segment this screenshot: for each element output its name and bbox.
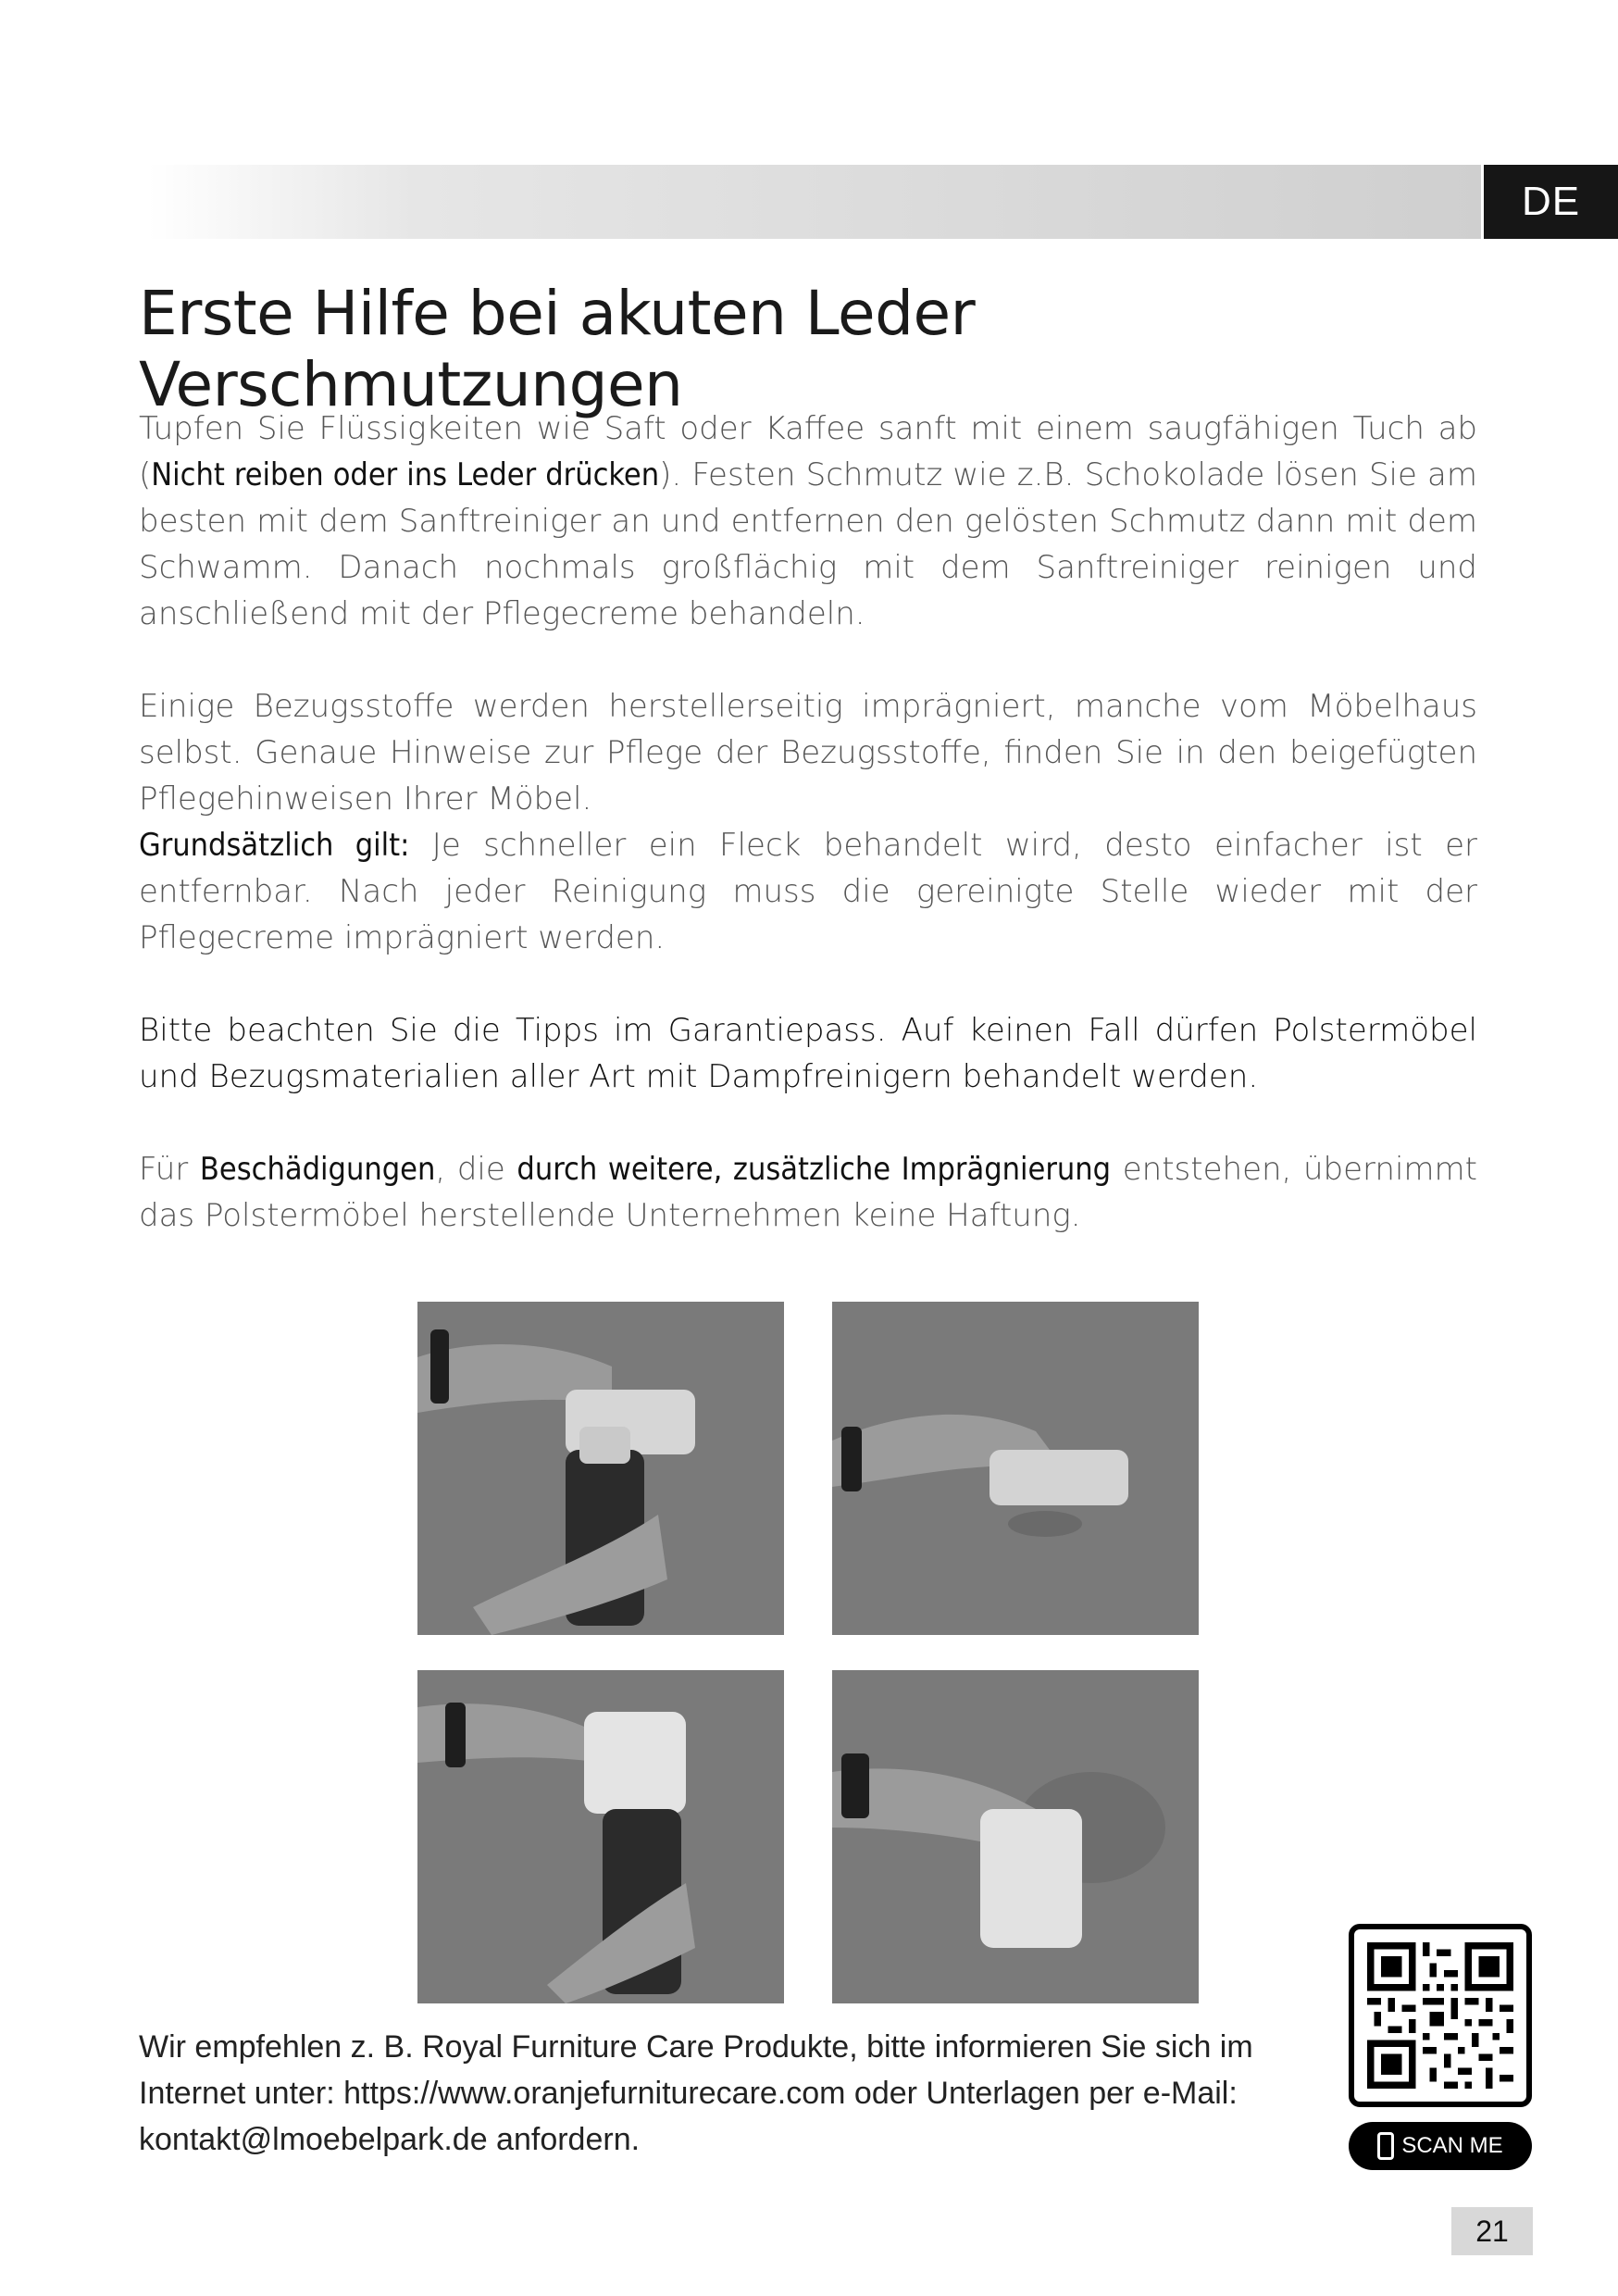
phone-icon xyxy=(1377,2132,1394,2160)
p1-text-c: ). Festen Schmutz wie z.B. Schokolade lösen Sie am besten mit dem Sanftreiniger an und entfernen den gelösten Schmutz dann mit dem Schwamm. Danach nochmals großflächig mit dem Sanftreiniger reinigen und anschließend mit der Pflegecreme behandeln. xyxy=(139,456,1477,632)
scan-me-label: SCAN ME xyxy=(1401,2133,1503,2158)
p5-text-c: , die xyxy=(435,1151,517,1188)
photo-sponge-cleaning xyxy=(832,1302,1199,1635)
p1-text-a: Tupfen Sie Flüssigkeiten wie Saft oder Kaffee sanft mit einem saugfähigen Tuch ab ( xyxy=(139,410,1477,493)
principle-label: Grundsätzlich gilt: xyxy=(139,827,410,864)
page-number: 21 xyxy=(1451,2207,1533,2255)
paragraph-principle xyxy=(139,822,1477,961)
photo-cloth-and-bottle xyxy=(417,1670,784,2003)
footer-period: . xyxy=(630,2122,641,2157)
header-gradient-bar xyxy=(148,165,1481,239)
language-tab: DE xyxy=(1484,165,1618,239)
page-title: Erste Hilfe bei akuten Leder Verschmutzungen xyxy=(139,278,976,420)
p5-emphasis-impregnation: durch weitere, zusätzliche Imprägnierung xyxy=(517,1151,1112,1188)
footer-line-2[interactable]: Internet unter: https://www.oranjefurniturecare.com oder Unterlagen per e-Mail: xyxy=(139,2076,1238,2111)
principle-text: Je schneller ein Fleck behandelt wird, desto einfacher ist er entfernbar. Nach jeder Reinigung muss die gereinigte Stelle wieder mit der Pflegecreme imprägniert werden. xyxy=(139,827,1477,956)
qr-code[interactable] xyxy=(1349,1924,1532,2107)
p1-emphasis: Nicht reiben oder ins Leder drücken xyxy=(151,456,660,493)
p5-text-a: Für xyxy=(139,1151,200,1188)
footer-email[interactable]: kontakt@lmoebelpark.de anfordern xyxy=(139,2122,631,2157)
photo-sponge-and-bottle xyxy=(417,1302,784,1635)
footer-recommendation xyxy=(139,2024,1342,2163)
paragraph-liability xyxy=(139,1146,1477,1239)
photo-cloth-wiping xyxy=(832,1670,1199,2003)
footer-line-1: Wir empfehlen z. B. Royal Furniture Care Produkte, bitte informieren Sie sich im xyxy=(139,2029,1253,2065)
paragraph-first-aid xyxy=(139,406,1477,637)
p5-text-e: entstehen, übernimmt das Polstermöbel herstellende Unternehmen keine Haftung. xyxy=(139,1151,1477,1234)
paragraph-warning: Bitte beachten Sie die Tipps im Garantiepass. Auf keinen Fall dürfen Polstermöbel und Bezugsmaterialien aller Art mit Dampfreinigern behandelt werden. xyxy=(139,1012,1477,1095)
paragraph-fabrics: Einige Bezugsstoffe werden herstellerseitig imprägniert, manche vom Möbelhaus selbst. Genaue Hinweise zur Pflege der Bezugsstoffe, finden Sie in den beigefügten Pflegehinweisen Ihrer Möbel. xyxy=(139,688,1477,817)
scan-me-button[interactable] xyxy=(1349,2122,1532,2170)
p5-emphasis-damage: Beschädigungen xyxy=(199,1151,436,1188)
